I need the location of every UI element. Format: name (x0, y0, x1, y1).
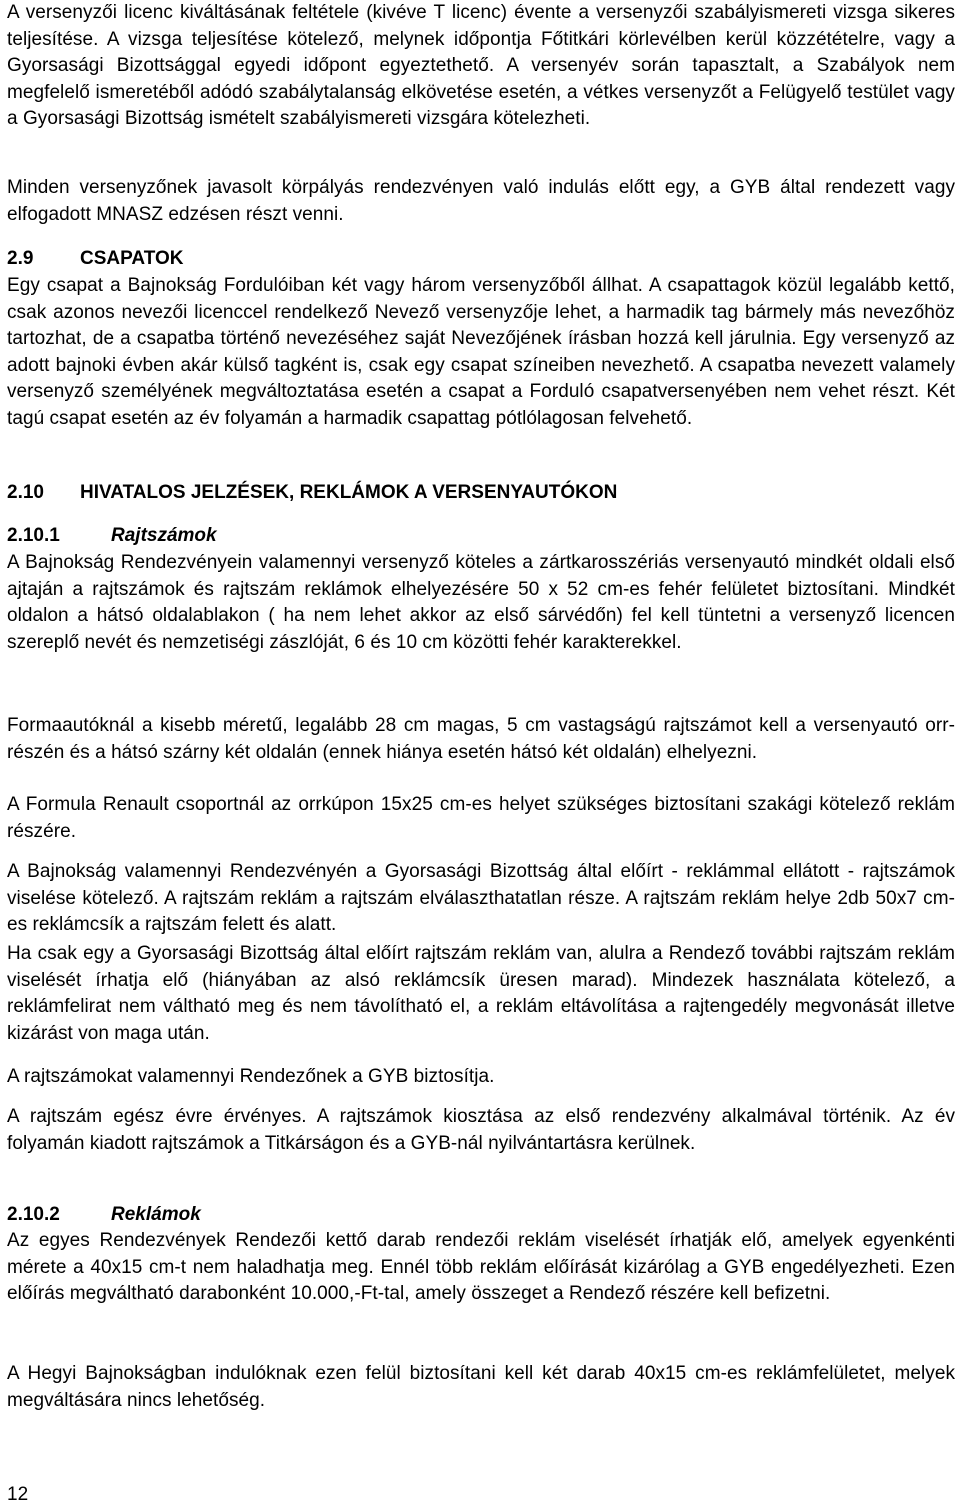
paragraph-formula-renault: A Formula Renault csoportnál az orrkúpon 15x25 cm-es helyet szükséges biztosítani szakági kötelező reklám részére. (7, 794, 955, 842)
heading-title: CSAPATOK (80, 248, 184, 269)
heading-title: HIVATALOS JELZÉSEK, REKLÁMOK A VERSENYAUTÓKON (80, 482, 618, 503)
paragraph-hill-climb: A Hegyi Bajnokságban indulóknak ezen felül biztosítani kell két darab 40x15 cm-es reklámfelületet, melyek megváltására nincs lehetőség. (7, 1363, 955, 1411)
paragraph-licence-exam: A versenyzői licenc kiváltásának feltétele (kivéve T licenc) évente a versenyzői szabályismereti vizsga sikeres teljesítése. A vizsga teljesítése kötelező, melynek időpontja Főtitkári körlevélben kerül közzétételre, vagy a Gyorsasági Bizottsággal egyedi időpont egyeztethető. A versenyév során tapasztalt, a Szabályok nem megfelelő ismeretéből adódó szabálytalanság elkövetése esetén, a vétkes versenyzőt a Felügyelő testület vagy a Gyorsasági Bizottság ismételt szabályismereti vizsgára kötelezheti. (7, 2, 955, 129)
page-number: 12 (7, 1484, 29, 1505)
paragraph-start-numbers: A Bajnokság Rendezvényein valamennyi versenyző köteles a zártkarosszériás versenyautó mindkét oldali első ajtaján a rajtszámok és rajtszám reklámok elhelyezésére 50 x 52 cm-es fehér felületet biztosítani. Mindkét oldalon a hátsó oldalablakon ( ha nem lehet akkor az első sárvédőn) fel kell tüntetni a versenyző licencen szereplő nevét és nemzetiségi zászlóját, 6 és 10 cm közötti fehér karakterekkel. (7, 552, 955, 653)
heading-number: 2.10.2 (7, 1204, 60, 1225)
heading-csapatok (7, 246, 183, 273)
heading-rajtszamok (7, 523, 217, 550)
paragraph-gyb-provides: A rajtszámokat valamennyi Rendezőnek a GYB biztosítja. (7, 1066, 495, 1087)
paragraph-number-ads: A Bajnokság valamennyi Rendezvényén a Gyorsasági Bizottság által előírt - reklámmal ellátott - rajtszámok viselése kötelező. A rajtszám reklám a rajtszám elválaszthatatlan része. A rajtszám reklám helye 2db 50x7 cm-es reklámcsík a rajtszám felett és alatt. (7, 861, 955, 935)
paragraph-teams: Egy csapat a Bajnokság Fordulóiban két vagy három versenyzőből állhat. A csapattagok közül legalább kettő, csak azonos nevezői licenccel rendelkező Nevező versenyzője lehet, a harmadik tag bármely más nevezőhöz tartozhat, de a csapatba történő nevezéséhez saját Nevezőjének írásban hozzá kell járulnia. Egy versenyző az adott bajnoki évben akár külső tagként is, csak egy csapat színeiben nevezhető. A csapatba nevezett valamely versenyző személyének megváltoztatása esetén a csapat a Forduló csapatversenyében nem vehet részt. Két tagú csapat esetén az év folyamán a harmadik csapattag pótlólagosan felvehető. (7, 275, 955, 429)
heading-title: Rajtszámok (111, 525, 217, 546)
heading-reklamok (7, 1202, 201, 1229)
paragraph-training-recommendation: Minden versenyzőnek javasolt körpályás rendezvényen való indulás előtt egy, a GYB által rendezett vagy elfogadott MNASZ edzésen részt venni. (7, 177, 955, 225)
heading-number: 2.10.1 (7, 525, 60, 546)
paragraph-formula-cars: Formaautóknál a kisebb méretű, legalább 28 cm magas, 5 cm vastagságú rajtszámot kell a versenyautó orr-részén és a hátsó szárny két oldalán (ennek hiánya esetén hátsó két oldalán) elhelyezni. (7, 715, 955, 763)
heading-title: Reklámok (111, 1204, 201, 1225)
heading-number: 2.10 (7, 482, 44, 503)
paragraph-organizer-ads: Ha csak egy a Gyorsasági Bizottság által előírt rajtszám reklám van, alulra a Rendező további rajtszám reklám viselését írhatja elő (hiányában az alsó reklámcsík üresen marad). Mindezek használata kötelező, a reklámfelirat nem váltható meg és nem távolítható el, a reklám eltávolítása a rajtengedély megvonását illetve kizárást von maga után. (7, 943, 955, 1044)
paragraph-validity: A rajtszám egész évre érvényes. A rajtszámok kiosztása az első rendezvény alkalmával történik. Az év folyamán kiadott rajtszámok a Titkárságon és a GYB-nál nyilvántartásra kerülnek. (7, 1106, 955, 1154)
paragraph-advertisements: Az egyes Rendezvények Rendezői kettő darab rendezői reklám viselését írhatják elő, amelyek egyenkénti mérete a 40x15 cm-t nem haladhatja meg. Ennél több reklám előírását kizárólag a GYB engedélyezheti. Ezen előírás megváltható darabonként 10.000,-Ft-tal, amely összeget a Rendező részére kell befizetni. (7, 1230, 955, 1304)
heading-official-markings (7, 480, 617, 507)
heading-number: 2.9 (7, 248, 34, 269)
